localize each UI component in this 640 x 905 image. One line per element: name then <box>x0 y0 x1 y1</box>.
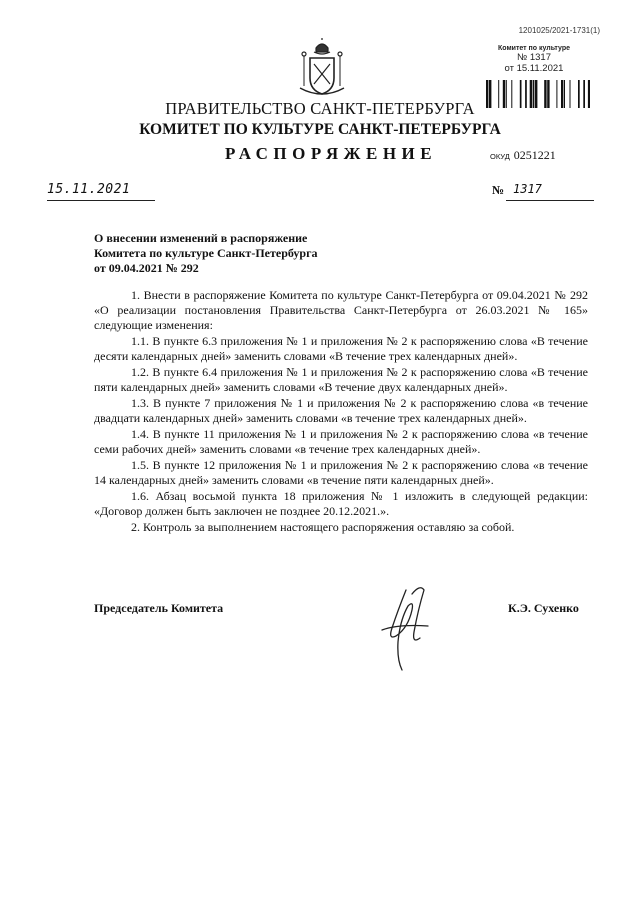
body-paragraph: 1.5. В пункте 12 приложения № 1 и приложения № 2 к распоряжению слова «в течение 14 календарных дней» заменить словами «в течение пяти календарных дней». <box>94 458 588 487</box>
number-underline <box>506 200 594 201</box>
body-paragraph: 1. Внести в распоряжение Комитета по культуре Санкт-Петербурга от 09.04.2021 № 292 «О реализации постановления Правительства Санкт-Петербурга от 26.03.2021 № 165» следующие изменения: <box>94 288 588 332</box>
handwritten-number: 1317 <box>513 182 542 196</box>
body-paragraph: 1.3. В пункте 7 приложения № 1 и приложения № 2 к распоряжению слова «в течение двадцати календарных дней» заменить словами «в течение трех календарных дней». <box>94 396 588 425</box>
body-paragraph: 1.1. В пункте 6.3 приложения № 1 и приложения № 2 к распоряжению слова «В течение десяти календарных дней» заменить словами «В течение трех календарных дней». <box>94 334 588 363</box>
subject-line: О внесении изменений в распоряжение <box>94 231 308 245</box>
okud-code <box>490 148 556 163</box>
registration-stamp <box>474 45 594 74</box>
signatory-title: Председатель Комитета <box>94 601 224 615</box>
document-type-title: РАСПОРЯЖЕНИЕ <box>225 144 438 163</box>
body-paragraph: 2. Контроль за выполнением настоящего распоряжения оставляю за собой. <box>131 520 515 534</box>
date-underline <box>47 200 155 201</box>
document-body <box>94 288 588 536</box>
stamp-date: от 15.11.2021 <box>504 63 564 74</box>
handwritten-date: 15.11.2021 <box>47 182 131 197</box>
committee-title: КОМИТЕТ ПО КУЛЬТУРЕ САНКТ-ПЕТЕРБУРГА <box>139 121 501 138</box>
stamp-number: № 1317 <box>517 52 551 63</box>
subject-line: от 09.04.2021 № 292 <box>94 261 199 275</box>
number-label: № <box>492 183 505 197</box>
body-paragraph: 1.4. В пункте 11 приложения № 1 и приложения № 2 к распоряжению слова «в течение семи рабочих дней» заменить словами «в течение трех календарных дней». <box>94 427 588 456</box>
signatory-name: К.Э. Сухенко <box>508 601 579 615</box>
document-reference-number: 1201025/2021-1731(1) <box>518 26 600 35</box>
handwritten-signature <box>368 580 448 675</box>
body-paragraph: 1.6. Абзац восьмой пункта 18 приложения № 1 изложить в следующей редакции: «Договор должен быть заключен не позднее 20.12.2021.». <box>94 489 588 518</box>
okud-label: ОКУД <box>490 152 510 161</box>
body-paragraph: 1.2. В пункте 6.4 приложения № 1 и приложения № 2 к распоряжению слова «В течение пяти календарных дней» заменить словами «В течение двух календарных дней». <box>94 365 588 394</box>
subject-line: Комитета по культуре Санкт-Петербурга <box>94 246 318 260</box>
stamp-organization: Комитет по культуре <box>498 45 570 52</box>
document-subject <box>94 231 394 276</box>
okud-value: 0251221 <box>513 148 556 162</box>
coat-of-arms-emblem <box>296 38 348 102</box>
government-title: ПРАВИТЕЛЬСТВО САНКТ-ПЕТЕРБУРГА <box>165 99 475 118</box>
